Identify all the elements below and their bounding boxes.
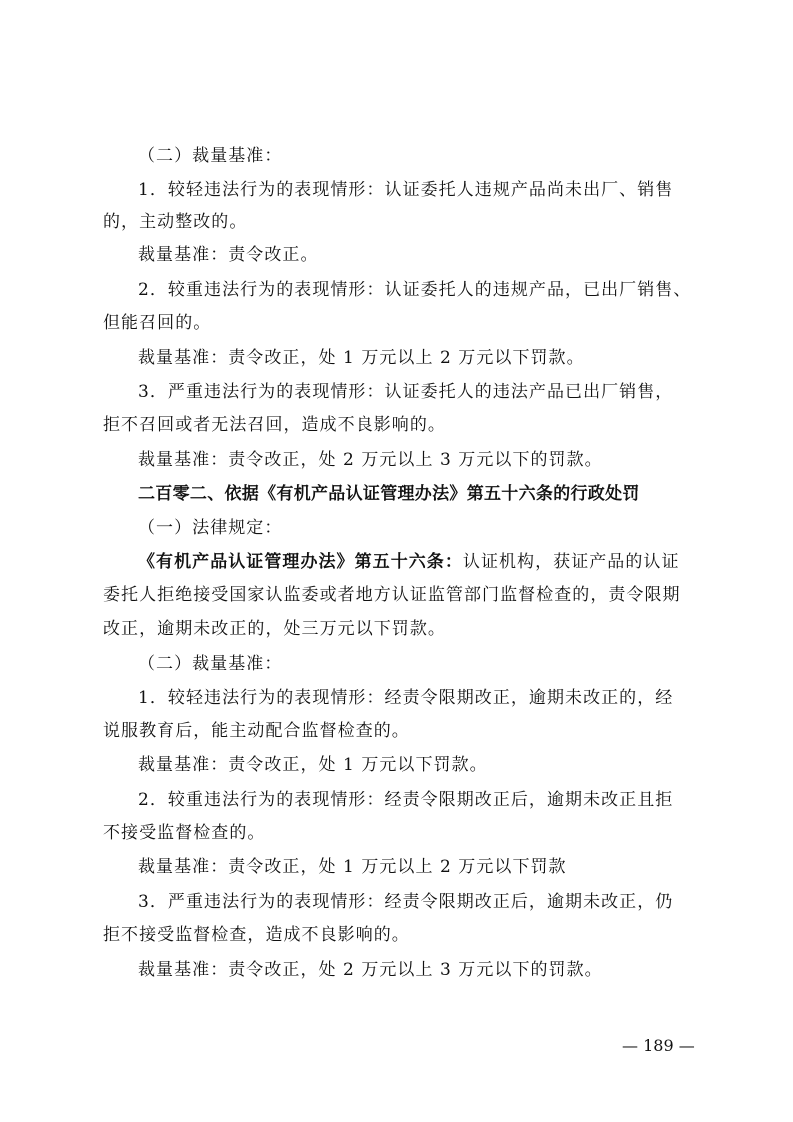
regulation-text: 认证机构，获证产品的认证: [462, 552, 680, 572]
paragraph-line: 1．较轻违法行为的表现情形：认证委托人违规产品尚未出厂、销售: [138, 180, 674, 200]
paragraph-line: 拒不接受监督检查，造成不良影响的。: [103, 925, 410, 945]
paragraph-line: 不接受监督检查的。: [103, 823, 266, 843]
paragraph-line: 裁量基准：责令改正，处 2 万元以上 3 万元以下的罚款。: [138, 960, 603, 980]
page-number: — 189 —: [622, 1036, 695, 1055]
subsection-heading: （二）裁量基准：: [138, 654, 283, 674]
paragraph-line: 说服教育后，能主动配合监督检查的。: [103, 721, 410, 741]
paragraph-line: 委托人拒绝接受国家认监委或者地方认证监管部门监督检查的，责令限期: [103, 585, 681, 605]
paragraph-line: 裁量基准：责令改正。: [138, 245, 319, 265]
paragraph-line: 3．严重违法行为的表现情形：经责令限期改正后，逾期未改正，仍: [138, 892, 674, 912]
paragraph-line: 1．较轻违法行为的表现情形：经责令限期改正，逾期未改正的，经: [138, 688, 674, 708]
paragraph-line: 改正，逾期未改正的，处三万元以下罚款。: [103, 619, 446, 639]
paragraph-line: 裁量基准：责令改正，处 1 万元以上 2 万元以下罚款。: [138, 348, 585, 368]
paragraph-line: 但能召回的。: [103, 313, 212, 333]
paragraph-line: 3．严重违法行为的表现情形：认证委托人的违法产品已出厂销售，: [138, 382, 674, 402]
subsection-heading: （二）裁量基准：: [138, 146, 283, 166]
paragraph-line: 2．较重违法行为的表现情形：经责令限期改正后，逾期未改正且拒: [138, 790, 674, 810]
paragraph-line: 裁量基准：责令改正，处 1 万元以下罚款。: [138, 755, 488, 775]
paragraph-line: 裁量基准：责令改正，处 1 万元以上 2 万元以下罚款: [138, 857, 567, 877]
subsection-heading: （一）法律规定：: [138, 518, 283, 538]
paragraph-line: 拒不召回或者无法召回，造成不良影响的。: [103, 415, 446, 435]
paragraph-line: 裁量基准：责令改正，处 2 万元以上 3 万元以下的罚款。: [138, 450, 603, 470]
paragraph-line: 2．较重违法行为的表现情形：认证委托人的违规产品，已出厂销售、: [138, 280, 692, 300]
paragraph-line: [138, 552, 693, 572]
regulation-citation: 《有机产品认证管理办法》第五十六条：: [138, 552, 463, 572]
paragraph-line: 的，主动整改的。: [103, 212, 248, 232]
section-heading: 二百零二、依据《有机产品认证管理办法》第五十六条的行政处罚: [138, 484, 640, 504]
